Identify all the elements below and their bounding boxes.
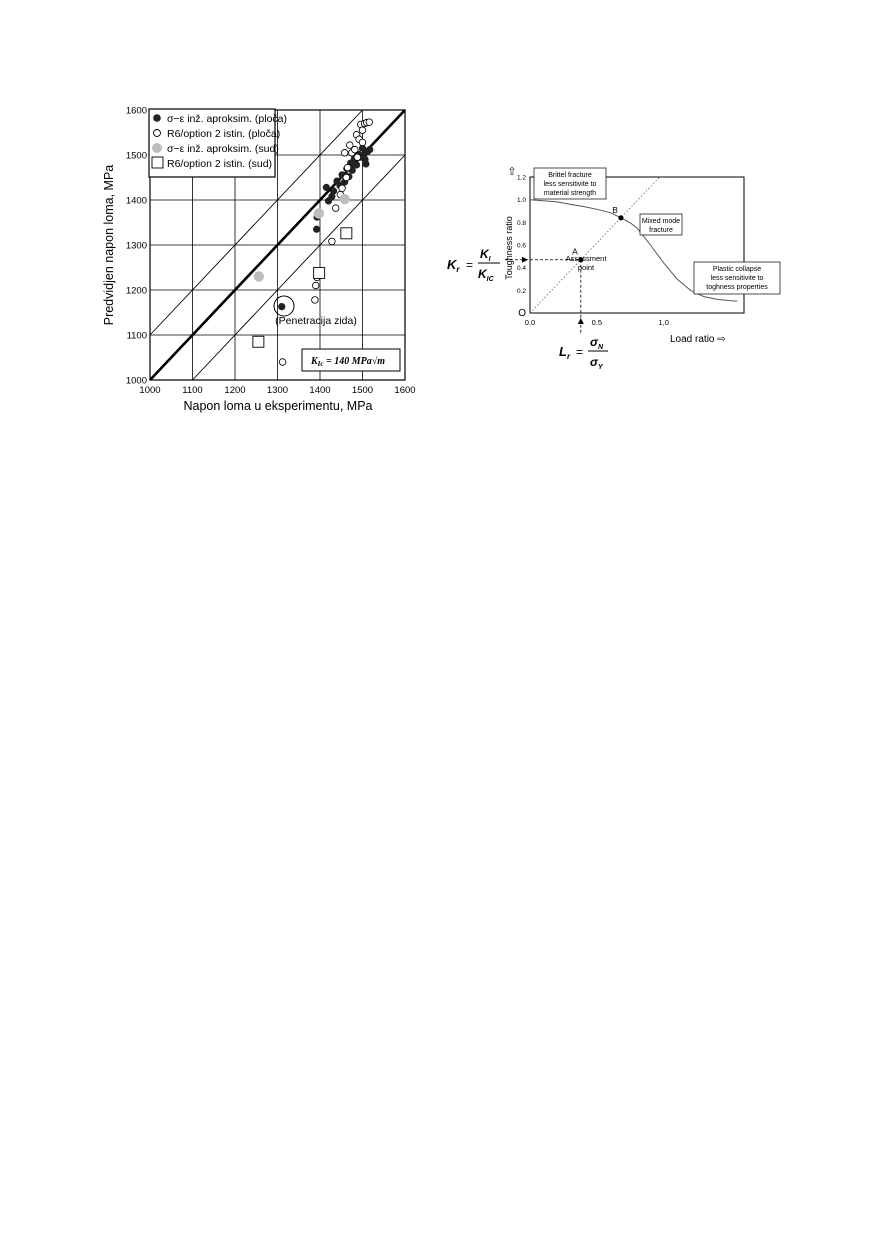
legend-marker-open-square (152, 157, 163, 168)
left-y-tick-labels (126, 106, 147, 387)
left-x-tick-labels (139, 385, 415, 396)
plastic-collapse-box (694, 262, 780, 294)
svg-text:Kr (447, 257, 460, 274)
kr-lhs: K (447, 257, 457, 272)
mixed-mode-box (640, 214, 682, 235)
point-filled-gray (339, 194, 349, 204)
brittle-box-line1: Brittel fracture (548, 172, 592, 179)
x-tick-label: 1200 (224, 385, 246, 396)
brittle-box-line3: material strength (543, 190, 597, 197)
kr-arrow-icon (522, 257, 528, 263)
point-open-circle (332, 205, 339, 212)
left-y-axis-label: Predvidjen napon loma, MPa (102, 164, 116, 326)
kr-num: K (480, 247, 489, 261)
lr-lhs: L (559, 344, 567, 359)
x-tick-label: 1600 (394, 385, 416, 396)
lr-den: σ (590, 355, 598, 369)
kr-lhs-sub: r (456, 265, 460, 274)
svg-text:σN (590, 335, 604, 351)
legend-entry-1: σ−ε inž. aproksim. (ploča) (167, 113, 287, 125)
legend-entry-2: R6/option 2 istin. (ploča) (167, 128, 281, 140)
right-y-tick: 0.6 (516, 242, 526, 250)
point-open-circle (341, 149, 348, 156)
point-open-circle (312, 282, 319, 289)
legend-entry-4: R6/option 2 istin. (sud) (167, 158, 273, 170)
point-open-circle (359, 127, 366, 134)
legend-marker-filled-black (153, 114, 161, 122)
point-open-circle (339, 185, 346, 192)
right-y-tick-labels (517, 175, 526, 295)
point-label-A: A (572, 246, 578, 257)
kr-equals: = (466, 258, 474, 272)
assessment-label-line1: Assessment (565, 254, 607, 263)
x-tick-label: 1300 (266, 385, 289, 396)
point-open-square (341, 228, 352, 239)
point-filled-gray (254, 271, 264, 281)
point-open-circle (279, 359, 286, 366)
right-x-axis-label: Load ratio ⇨ (670, 334, 726, 345)
point-open-circle (343, 174, 350, 181)
right-x-tick: 0.0 (524, 318, 536, 327)
lr-arrow-icon (578, 318, 584, 324)
plastic-box-line1: Plastic collapse (712, 266, 762, 273)
right-fad-chart (447, 166, 780, 371)
kr-formula (447, 247, 500, 283)
point-filled-gray (314, 208, 324, 218)
lr-lhs-sub: r (566, 352, 571, 361)
right-y-axis-label: Toughness ratio (504, 216, 514, 280)
point-open-circle (359, 139, 366, 146)
y-tick-label: 1600 (125, 105, 147, 117)
legend-marker-open-circle (154, 130, 161, 137)
point-open-square (314, 267, 325, 278)
kic-annotation: $K_{Ic} = 140$ MPa√m (311, 356, 385, 368)
right-y-tick: 0.4 (516, 265, 526, 273)
legend-entry-3: σ−ε inž. aproksim. (sud) (167, 143, 279, 155)
lr-equals: = (576, 345, 584, 359)
point-open-circle (352, 146, 359, 153)
y-tick-label: 1500 (125, 150, 147, 162)
penetration-callout-label: (Penetracija zida) (275, 315, 357, 327)
point-filled-black (313, 226, 320, 233)
x-tick-label: 1100 (182, 385, 203, 396)
left-legend (149, 109, 287, 177)
right-y-tick: 1.2 (516, 174, 526, 182)
point-open-circle (312, 297, 319, 304)
origin-label: O (518, 308, 526, 319)
left-x-axis-label: Napon loma u eksperimentu, MPa (183, 399, 373, 413)
kr-den-sub: IC (486, 276, 494, 283)
right-y-tick: 0.2 (516, 287, 526, 295)
kr-num-sub: I (488, 256, 491, 263)
point-filled-black (330, 187, 337, 194)
svg-text:KI (480, 247, 492, 263)
x-tick-label: 1500 (351, 385, 374, 396)
point-filled-black (362, 160, 369, 167)
plastic-box-line3: toghness properties (706, 284, 768, 291)
point-open-circle (329, 238, 336, 245)
mixed-box-line1: Mixed mode (641, 218, 681, 225)
y-tick-label: 1100 (126, 330, 147, 342)
y-tick-label: 1400 (125, 195, 147, 207)
y-tick-label: 1000 (125, 375, 147, 387)
right-x-tick-labels (525, 318, 669, 327)
left-scatter-chart (102, 106, 416, 414)
y-tick-label: 1300 (125, 240, 147, 252)
point-open-circle (344, 164, 351, 171)
brittle-fracture-box (534, 168, 606, 199)
up-arrow-icon: ⇧ (507, 166, 517, 178)
point-filled-black (366, 146, 373, 153)
x-tick-label: 1400 (309, 385, 331, 396)
point-label-B: B (612, 204, 618, 215)
point-open-circle (354, 154, 361, 161)
lr-num-sub: N (597, 344, 604, 351)
kr-den: K (478, 267, 487, 281)
right-y-tick: 1.0 (516, 197, 526, 205)
right-x-tick: 0.5 (591, 318, 603, 327)
lr-den-sub: Y (597, 364, 603, 371)
point-filled-black (323, 184, 330, 191)
svg-text:Lr (559, 344, 571, 361)
right-y-tick: 0.8 (516, 219, 526, 227)
x-tick-label: 1000 (139, 385, 161, 396)
point-filled-black (353, 161, 360, 168)
brittle-box-line2: less sensitivite to (543, 181, 597, 188)
point-open-circle (366, 119, 373, 126)
svg-text:KIC (478, 267, 495, 283)
y-tick-label: 1200 (125, 285, 147, 297)
svg-text:σY (590, 355, 604, 371)
legend-marker-filled-gray (152, 143, 162, 153)
reference-line-band (193, 155, 406, 380)
point-filled-black (278, 303, 285, 310)
assessment-label-line2: point (577, 263, 595, 272)
lr-formula (559, 335, 608, 371)
point-open-square (253, 336, 264, 347)
plastic-box-line2: less sensitivite to (710, 275, 764, 282)
right-x-tick: 1,0 (658, 318, 669, 327)
point-B (618, 215, 623, 220)
lr-num: σ (590, 335, 598, 349)
mixed-box-line2: fracture (649, 227, 673, 234)
